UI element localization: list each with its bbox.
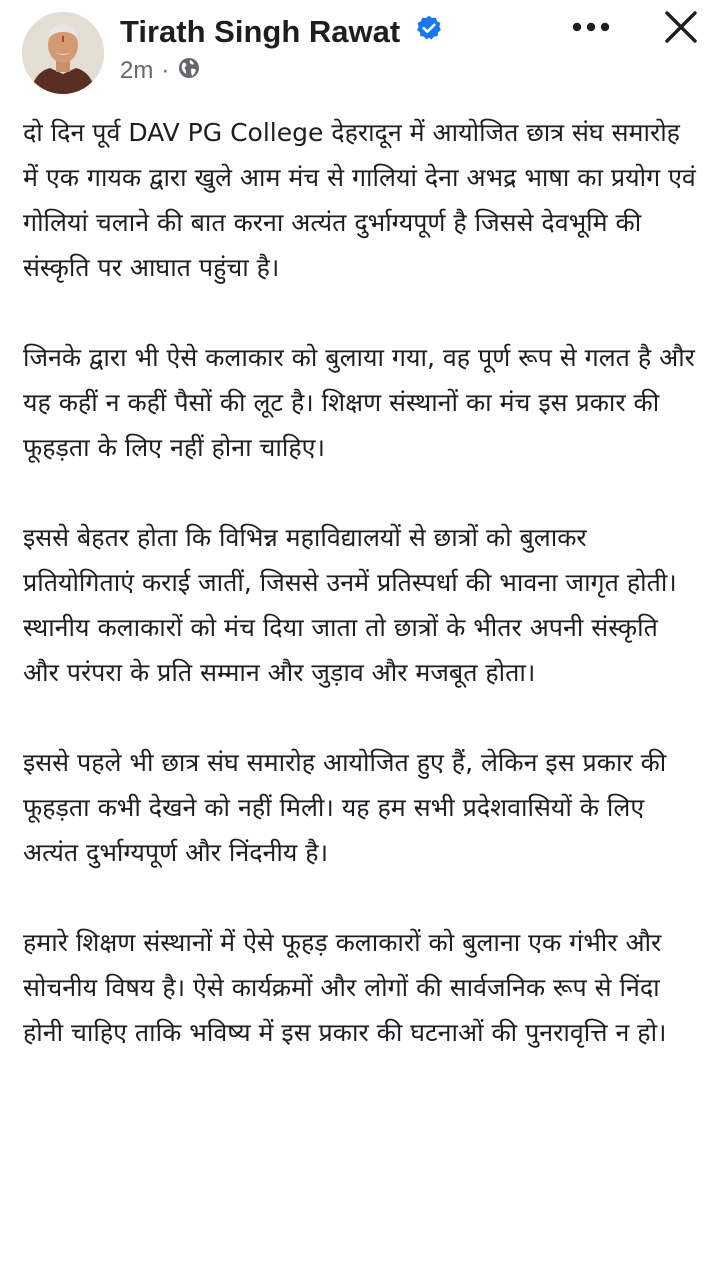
post-timestamp[interactable]: 2m	[120, 57, 154, 84]
close-icon	[663, 9, 699, 49]
meta-separator: ·	[161, 57, 170, 84]
post-header	[0, 0, 720, 95]
close-button[interactable]	[656, 6, 706, 52]
post-paragraph-4: इससे पहले भी छात्र संघ समारोह आयोजित हुए हैं, लेकिन इस प्रकार की फूहड़ता कभी देखने को नहीं मिली। यह हम सभी प्रदेशवासियों के लिए अत्यंत दुर्भाग्यपूर्ण और निंदनीय है।	[23, 748, 667, 867]
globe-icon[interactable]	[177, 56, 201, 87]
post-meta	[120, 56, 201, 86]
verified-badge-icon	[415, 12, 443, 52]
more-options-button[interactable]	[566, 12, 616, 42]
author-name-text[interactable]: Tirath Singh Rawat	[120, 14, 401, 49]
post-paragraph-2: जिनके द्वारा भी ऐसे कलाकार को बुलाया गया, वह पूर्ण रूप से गलत है और यह कहीं न कहीं पैसों की लूट है। शिक्षण संस्थानों का मंच इस प्रकार की फूहड़ता के लिए नहीं होना चाहिए।	[23, 343, 695, 462]
avatar[interactable]	[22, 12, 104, 94]
more-options-icon	[569, 18, 613, 37]
post-paragraph-1: दो दिन पूर्व DAV PG College देहरादून में आयोजित छात्र संघ समारोह में एक गायक द्वारा खुले आम मंच से गालियां देना अभद्र भाषा का प्रयोग एवं गोलियां चलाने की बात करना अत्यंत दुर्भाग्यपूर्ण है जिससे देवभूमि की संस्कृति पर आघात पहुंचा है।	[23, 118, 696, 282]
post-paragraph-3: इससे बेहतर होता कि विभिन्न महाविद्यालयों से छात्रों को बुलाकर प्रतियोगिताएं कराई जातीं, जिससे उनमें प्रतिस्पर्धा की भावना जागृत होती। स्थानीय कलाकारों को मंच दिया जाता तो छात्रों के भीतर अपनी संस्कृति और परंपरा के प्रति सम्मान और जुड़ाव और मजबूत होता।	[23, 523, 677, 687]
post-paragraph-5: हमारे शिक्षण संस्थानों में ऐसे फूहड़ कलाकारों को बुलाना एक गंभीर और सोचनीय विषय है। ऐसे कार्यक्रमों और लोगों की सार्वजनिक रूप से निंदा होनी चाहिए ताकि भविष्य में इस प्रकार की घटनाओं की पुनरावृत्ति न हो।	[23, 928, 667, 1047]
post-text	[23, 110, 699, 1100]
author-name[interactable]	[120, 12, 443, 52]
